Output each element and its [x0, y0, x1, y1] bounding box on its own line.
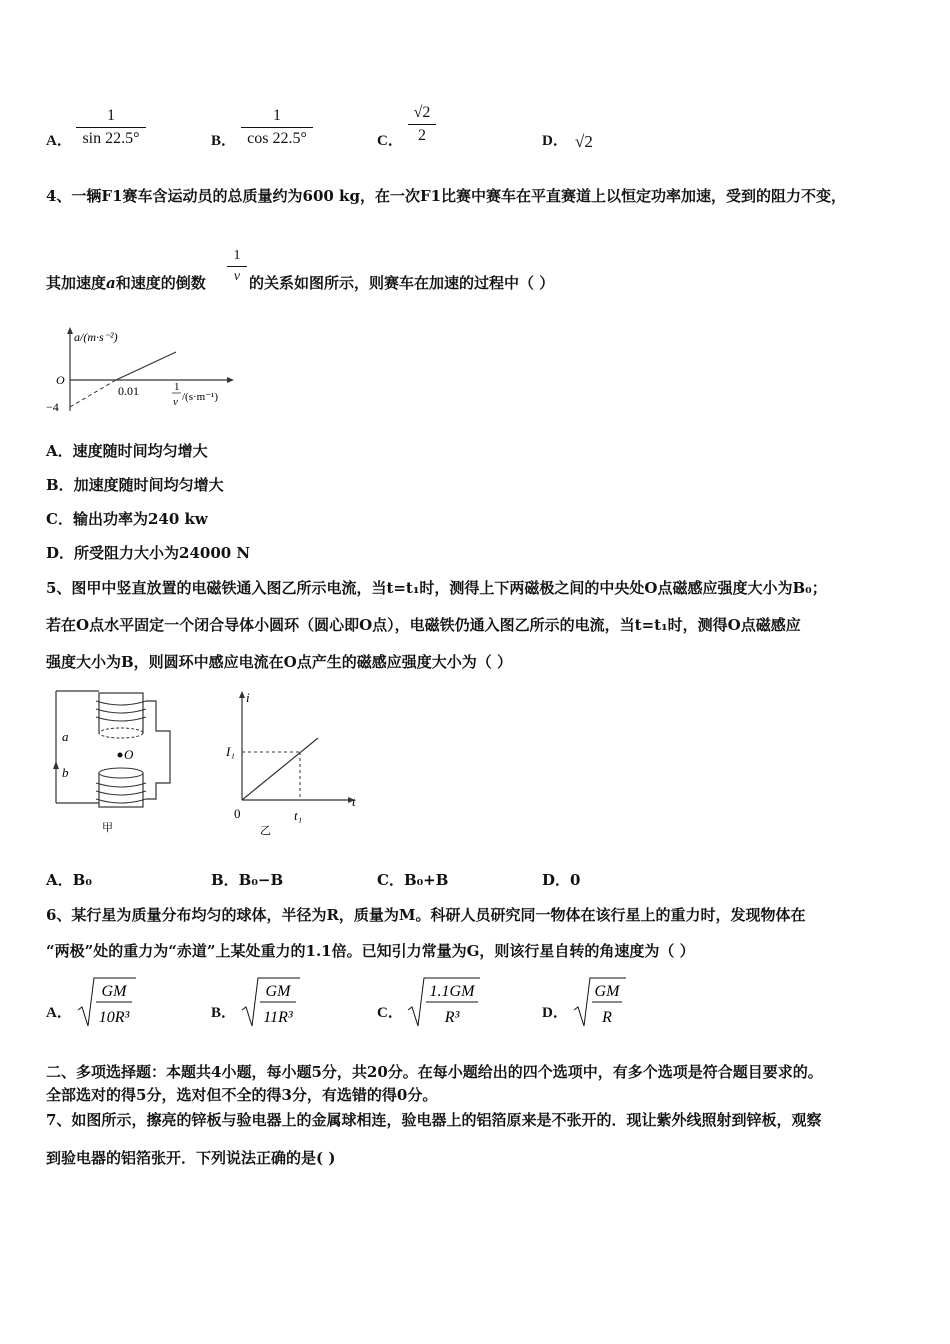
fraction-numerator: GM: [594, 983, 620, 1000]
q7-line1: 7、如图所示，擦亮的锌板与验电器上的金属球相连，验电器上的铝箔原来是不张开的．现让紫外线照射到锌板，观察: [46, 1111, 822, 1129]
q5-option-c[interactable]: C．B₀+B: [377, 871, 449, 889]
q5-electromagnet-figure: [44, 685, 174, 835]
fraction-denominator: 11R³: [263, 1009, 293, 1026]
fraction-denominator: 2: [418, 127, 426, 144]
fraction-denominator: v: [233, 269, 241, 284]
fraction-numerator: GM: [265, 983, 291, 1000]
x-tick-label: t₁: [294, 808, 303, 823]
q3-option-b-label[interactable]: B．: [211, 133, 237, 149]
q4-option-a[interactable]: A．速度随时间均匀增大: [46, 442, 208, 460]
q6-option-c-radical: [406, 974, 482, 1030]
fraction-numerator: 1: [107, 107, 115, 124]
y-axis-label: a/(m·s⁻²): [74, 330, 118, 344]
q3-option-d-label[interactable]: D．: [542, 133, 568, 149]
q3-option-b-fraction: [241, 107, 313, 148]
q3-option-c-label[interactable]: C．: [377, 133, 403, 149]
q5-option-b[interactable]: B．B₀−B: [211, 871, 284, 889]
q4-inline-fraction: [227, 248, 247, 285]
q4-line2-part-c: 的关系如图所示，则赛车在加速的过程中（ ）: [249, 274, 555, 292]
q4-line2: [46, 273, 206, 293]
x-axis-label: t: [352, 794, 356, 809]
q4-line1: 4、一辆F1赛车含运动员的总质量约为600 kg，在一次F1比赛中赛车在平直赛道上以恒定功率加速，受到的阻力不变，: [46, 187, 847, 205]
section2-line2: 全部选对的得5分，选对但不全的得3分，有选错的得0分。: [46, 1086, 438, 1104]
figure-caption-yi: 乙: [260, 824, 271, 836]
fraction-denominator: sin 22.5°: [82, 130, 140, 147]
q6-option-c-label[interactable]: C．: [377, 1005, 403, 1021]
q6-option-a-label[interactable]: A．: [46, 1005, 72, 1021]
q6-option-a-radical: [76, 974, 138, 1030]
q3-option-c-fraction: [408, 104, 436, 145]
q3-option-a-fraction: [76, 107, 146, 148]
x-label-unit: /(s·m⁻¹): [182, 391, 218, 403]
fraction-numerator: 1: [273, 107, 281, 124]
fraction-numerator: 1.1GM: [429, 983, 475, 1000]
point-o-dot: [118, 753, 123, 758]
lower-coil: [96, 783, 146, 803]
q4-line2-part-a: 其加速度: [46, 274, 107, 292]
point-o-label: O: [124, 747, 134, 762]
q3-option-a-label[interactable]: A．: [46, 133, 72, 149]
q7-line2: 到验电器的铝箔张开．下列说法正确的是( ): [46, 1149, 336, 1167]
q4-var-a: a: [106, 274, 116, 292]
x-tick-label: 0.01: [118, 384, 139, 398]
fraction-denominator: 10R³: [98, 1009, 130, 1026]
label-b: b: [62, 765, 69, 780]
q3-option-d-value: √2: [575, 132, 593, 151]
figure-caption-jia: 甲: [102, 821, 113, 834]
q6-option-b-label[interactable]: B．: [211, 1005, 237, 1021]
q5-current-time-graph: [222, 686, 367, 836]
y-axis-label: i: [246, 690, 250, 705]
x-label-denominator: v: [173, 396, 178, 408]
q4-option-b[interactable]: B．加速度随时间均匀增大: [46, 476, 224, 494]
fraction-numerator: 1: [233, 248, 241, 263]
y-axis-arrow: [67, 327, 73, 334]
q4-line2-part-b: 和速度的倒数: [115, 274, 206, 292]
q5-line3: 强度大小为B，则圆环中感应电流在O点产生的磁感应强度大小为（ ）: [46, 653, 512, 671]
fraction-denominator: R: [602, 1009, 612, 1026]
origin-label: 0: [234, 806, 241, 821]
q4-option-d[interactable]: D．所受阻力大小为24000 N: [46, 544, 251, 562]
fraction-numerator: GM: [101, 983, 127, 1000]
fraction-denominator: cos 22.5°: [247, 130, 307, 147]
q6-line2: “两极”处的重力为“赤道”上某处重力的1.1倍。已知引力常量为G，则该行星自转的角速度为（ ）: [46, 942, 695, 960]
upper-coil: [96, 701, 146, 721]
y-tick-label: I₁: [226, 744, 235, 759]
x-label-numerator: 1: [174, 381, 180, 393]
q4-a-vs-inverse-v-graph: [44, 323, 254, 418]
graph-line: [116, 352, 176, 380]
q5-option-d[interactable]: D．0: [542, 871, 581, 889]
q5-line2: 若在O点水平固定一个闭合导体小圆环（圆心即O点），电磁铁仍通入图乙所示的电流，当t=t₁时，测得O点磁感应: [46, 616, 801, 634]
fraction-denominator: R³: [444, 1009, 460, 1026]
section2-line1: 二、多项选择题：本题共4小题，每小题5分，共20分。在每小题给出的四个选项中，有多个选项是符合题目要求的。: [46, 1063, 823, 1081]
q4-option-c[interactable]: C．输出功率为240 kw: [46, 510, 208, 528]
fraction-numerator: √2: [413, 104, 431, 121]
current-line: [242, 738, 318, 800]
q6-option-b-radical: [240, 974, 302, 1030]
q6-option-d-label[interactable]: D．: [542, 1005, 568, 1021]
q5-line1: 5、图甲中竖直放置的电磁铁通入图乙所示电流，当t=t₁时，测得上下两磁极之间的中央处O点磁感应强度大小为B₀；: [46, 579, 827, 597]
q6-option-d-radical: [572, 974, 628, 1030]
x-axis-arrow: [227, 377, 234, 383]
label-a: a: [62, 729, 69, 744]
origin-label: O: [56, 373, 65, 387]
dashed-extension-line: [70, 380, 116, 407]
y-intercept-label: −4: [46, 400, 59, 414]
q5-option-a[interactable]: A．B₀: [46, 871, 92, 889]
q6-line1: 6、某行星为质量分布均匀的球体，半径为R，质量为M。科研人员研究同一物体在该行星上的重力时，发现物体在: [46, 906, 806, 924]
